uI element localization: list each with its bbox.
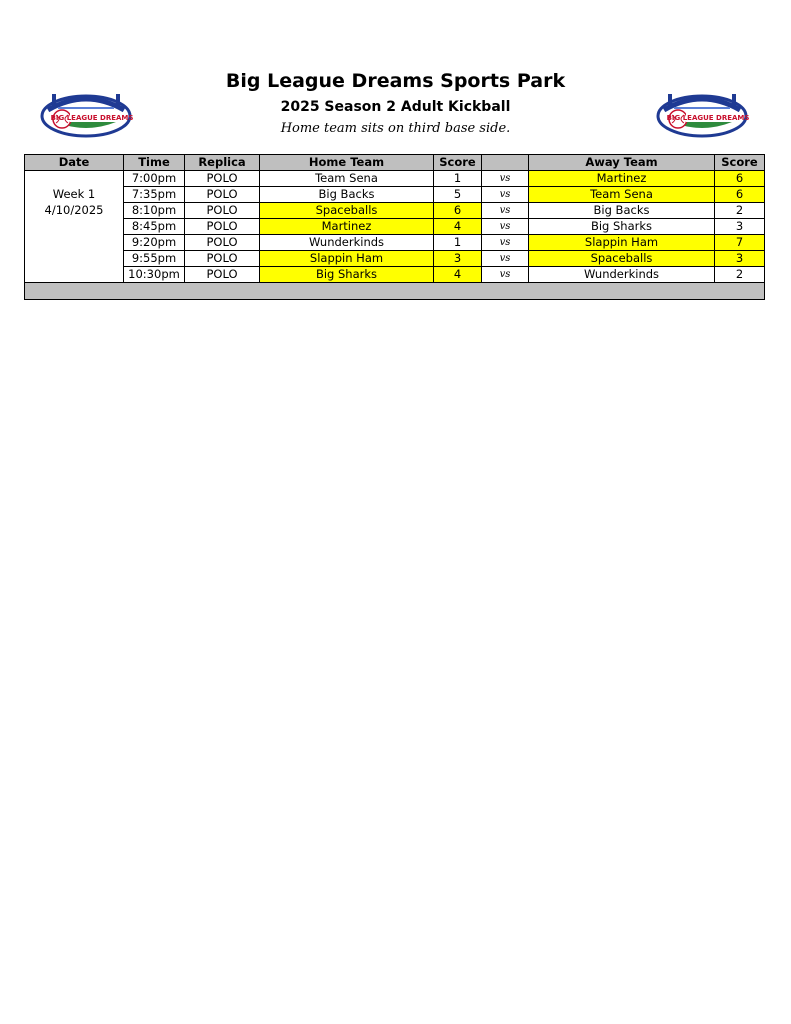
vs-cell: vs xyxy=(482,187,529,203)
time-cell: 8:10pm xyxy=(124,203,185,219)
date-cell xyxy=(25,267,124,283)
column-header-home-team: Home Team xyxy=(260,155,434,171)
away-score-cell: 2 xyxy=(715,267,765,283)
home-score-cell: 5 xyxy=(434,187,482,203)
column-header-home-score: Score xyxy=(434,155,482,171)
away-score-cell: 6 xyxy=(715,171,765,187)
replica-cell: POLO xyxy=(185,267,260,283)
home-team-cell: Martinez xyxy=(260,219,434,235)
away-score-cell: 6 xyxy=(715,187,765,203)
home-score-cell: 4 xyxy=(434,219,482,235)
home-team-cell: Wunderkinds xyxy=(260,235,434,251)
away-score-cell: 3 xyxy=(715,219,765,235)
table-row xyxy=(25,203,765,219)
away-team-cell: Big Sharks xyxy=(529,219,715,235)
table-row xyxy=(25,219,765,235)
time-cell: 9:55pm xyxy=(124,251,185,267)
home-team-cell: Slappin Ham xyxy=(260,251,434,267)
home-score-cell: 6 xyxy=(434,203,482,219)
time-cell: 9:20pm xyxy=(124,235,185,251)
page-title: Big League Dreams Sports Park xyxy=(225,70,566,92)
column-header-time: Time xyxy=(124,155,185,171)
home-team-cell: Spaceballs xyxy=(260,203,434,219)
vs-cell: vs xyxy=(482,171,529,187)
away-score-cell: 2 xyxy=(715,203,765,219)
home-team-cell: Big Backs xyxy=(260,187,434,203)
away-team-cell: Martinez xyxy=(529,171,715,187)
vs-cell: vs xyxy=(482,203,529,219)
date-cell xyxy=(25,251,124,267)
table-footer-bar xyxy=(25,283,765,300)
home-score-cell: 4 xyxy=(434,267,482,283)
home-team-cell: Big Sharks xyxy=(260,267,434,283)
table-row xyxy=(25,267,765,283)
vs-cell: vs xyxy=(482,251,529,267)
time-cell: 7:00pm xyxy=(124,171,185,187)
date-cell xyxy=(25,219,124,235)
time-cell: 8:45pm xyxy=(124,219,185,235)
table-row xyxy=(25,171,765,187)
away-score-cell: 7 xyxy=(715,235,765,251)
replica-cell: POLO xyxy=(185,171,260,187)
date-cell: Week 1 xyxy=(25,187,124,203)
away-score-cell: 3 xyxy=(715,251,765,267)
date-cell xyxy=(25,171,124,187)
home-score-cell: 1 xyxy=(434,171,482,187)
home-team-cell: Team Sena xyxy=(260,171,434,187)
away-team-cell: Big Backs xyxy=(529,203,715,219)
table-row xyxy=(25,187,765,203)
away-team-cell: Wunderkinds xyxy=(529,267,715,283)
vs-cell: vs xyxy=(482,235,529,251)
time-cell: 10:30pm xyxy=(124,267,185,283)
time-cell: 7:35pm xyxy=(124,187,185,203)
column-header-date: Date xyxy=(25,155,124,171)
column-header-away-team: Away Team xyxy=(529,155,715,171)
vs-cell: vs xyxy=(482,267,529,283)
seating-note: Home team sits on third base side. xyxy=(280,121,511,136)
replica-cell: POLO xyxy=(185,235,260,251)
date-cell xyxy=(25,235,124,251)
table-row xyxy=(25,251,765,267)
table-row xyxy=(25,235,765,251)
away-team-cell: Slappin Ham xyxy=(529,235,715,251)
replica-cell: POLO xyxy=(185,203,260,219)
home-score-cell: 3 xyxy=(434,251,482,267)
table-header-row xyxy=(25,155,765,171)
schedule-table xyxy=(24,154,765,300)
away-team-cell: Team Sena xyxy=(529,187,715,203)
column-header-away-score: Score xyxy=(715,155,765,171)
away-team-cell: Spaceballs xyxy=(529,251,715,267)
logo-text: BIG LEAGUE DREAMS xyxy=(666,114,750,122)
column-header-vs xyxy=(482,155,529,171)
replica-cell: POLO xyxy=(185,251,260,267)
replica-cell: POLO xyxy=(185,187,260,203)
table-footer-row xyxy=(25,283,765,300)
page-subtitle: 2025 Season 2 Adult Kickball xyxy=(280,99,511,115)
home-score-cell: 1 xyxy=(434,235,482,251)
date-cell: 4/10/2025 xyxy=(25,203,124,219)
vs-cell: vs xyxy=(482,219,529,235)
replica-cell: POLO xyxy=(185,219,260,235)
column-header-replica: Replica xyxy=(185,155,260,171)
logo-text: BIG LEAGUE DREAMS xyxy=(50,114,134,122)
